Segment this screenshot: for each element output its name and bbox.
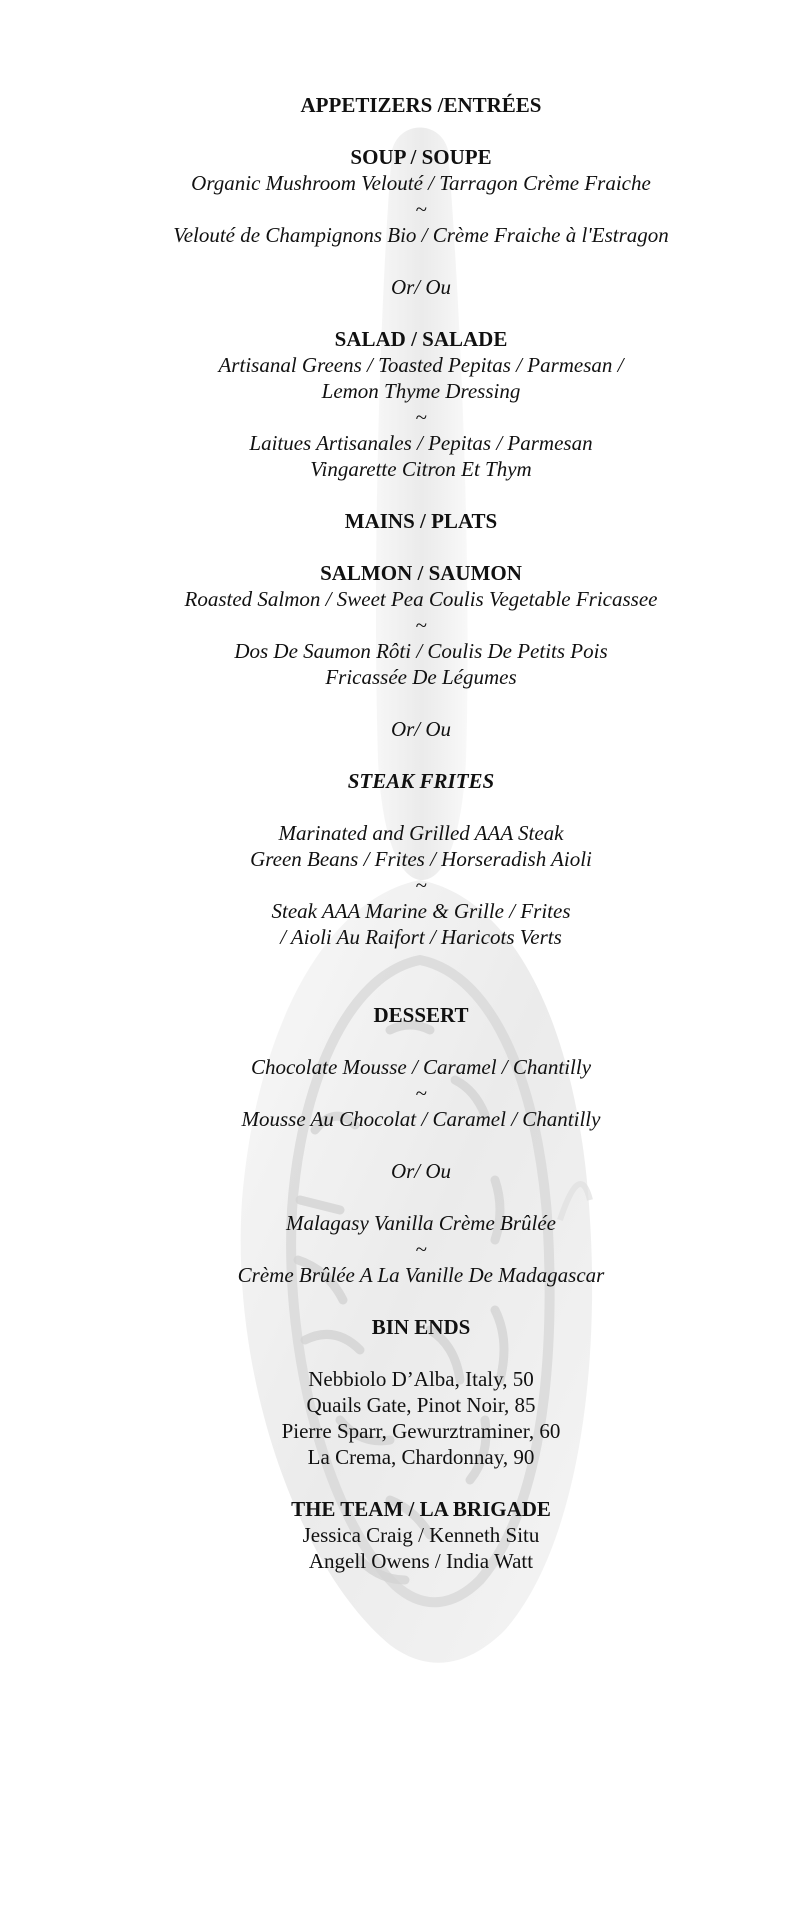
soup-french: Velouté de Champignons Bio / Crème Fraiche à l'Estragon	[173, 223, 669, 247]
mains-heading: MAINS / PLATS	[344, 509, 498, 533]
salmon-french-line-1: Dos De Saumon Rôti / Coulis De Petits Pois	[234, 639, 608, 663]
salad-french-line-1: Laitues Artisanales / Pepitas / Parmesan	[249, 431, 593, 455]
salad-french-line-2: Vingarette Citron Et Thym	[310, 457, 532, 481]
team-heading: THE TEAM / LA BRIGADE	[291, 1497, 551, 1521]
dessert-heading: DESSERT	[373, 1003, 469, 1027]
team-line-2: Angell Owens / India Watt	[308, 1549, 534, 1573]
salad-english-line-1: Artisanal Greens / Toasted Pepitas / Parmesan /	[218, 353, 624, 377]
brulee-separator: ~	[415, 1237, 427, 1261]
steak-english-line-1: Marinated and Grilled AAA Steak	[278, 821, 564, 845]
steak-french-line-2: / Aioli Au Raifort / Haricots Verts	[280, 925, 562, 949]
wine-item: Quails Gate, Pinot Noir, 85	[306, 1393, 536, 1417]
mains-or: Or/ Ou	[390, 717, 452, 741]
wine-item: Pierre Sparr, Gewurztraminer, 60	[281, 1419, 561, 1443]
wine-item: La Crema, Chardonnay, 90	[307, 1445, 535, 1469]
mousse-separator: ~	[415, 1081, 427, 1105]
dessert-or: Or/ Ou	[390, 1159, 452, 1183]
salmon-english: Roasted Salmon / Sweet Pea Coulis Vegetable Fricassee	[184, 587, 658, 611]
soup-english: Organic Mushroom Velouté / Tarragon Crème Fraiche	[191, 171, 651, 195]
salad-english-line-2: Lemon Thyme Dressing	[321, 379, 521, 403]
appetizers-or: Or/ Ou	[390, 275, 452, 299]
bin-ends-heading: BIN ENDS	[371, 1315, 471, 1339]
salad-separator: ~	[415, 405, 427, 429]
team-line-1: Jessica Craig / Kenneth Situ	[302, 1523, 540, 1547]
appetizers-heading: APPETIZERS /ENTRÉES	[300, 93, 542, 117]
wine-item: Nebbiolo D’Alba, Italy, 50	[308, 1367, 534, 1391]
steak-title: STEAK FRITES	[347, 769, 495, 793]
mousse-french: Mousse Au Chocolat / Caramel / Chantilly	[241, 1107, 601, 1131]
brulee-english: Malagasy Vanilla Crème Brûlée	[285, 1211, 557, 1235]
steak-separator: ~	[415, 873, 427, 897]
salmon-title: SALMON / SAUMON	[320, 561, 522, 585]
mousse-english: Chocolate Mousse / Caramel / Chantilly	[250, 1055, 592, 1079]
brulee-french: Crème Brûlée A La Vanille De Madagascar	[237, 1263, 605, 1287]
steak-french-line-1: Steak AAA Marine & Grille / Frites	[271, 899, 571, 923]
soup-separator: ~	[415, 197, 427, 221]
steak-english-line-2: Green Beans / Frites / Horseradish Aioli	[250, 847, 592, 871]
salmon-french-line-2: Fricassée De Légumes	[325, 665, 517, 689]
soup-title: SOUP / SOUPE	[350, 145, 492, 169]
menu-content	[0, 92, 800, 1574]
salmon-separator: ~	[415, 613, 427, 637]
salad-title: SALAD / SALADE	[334, 327, 508, 351]
